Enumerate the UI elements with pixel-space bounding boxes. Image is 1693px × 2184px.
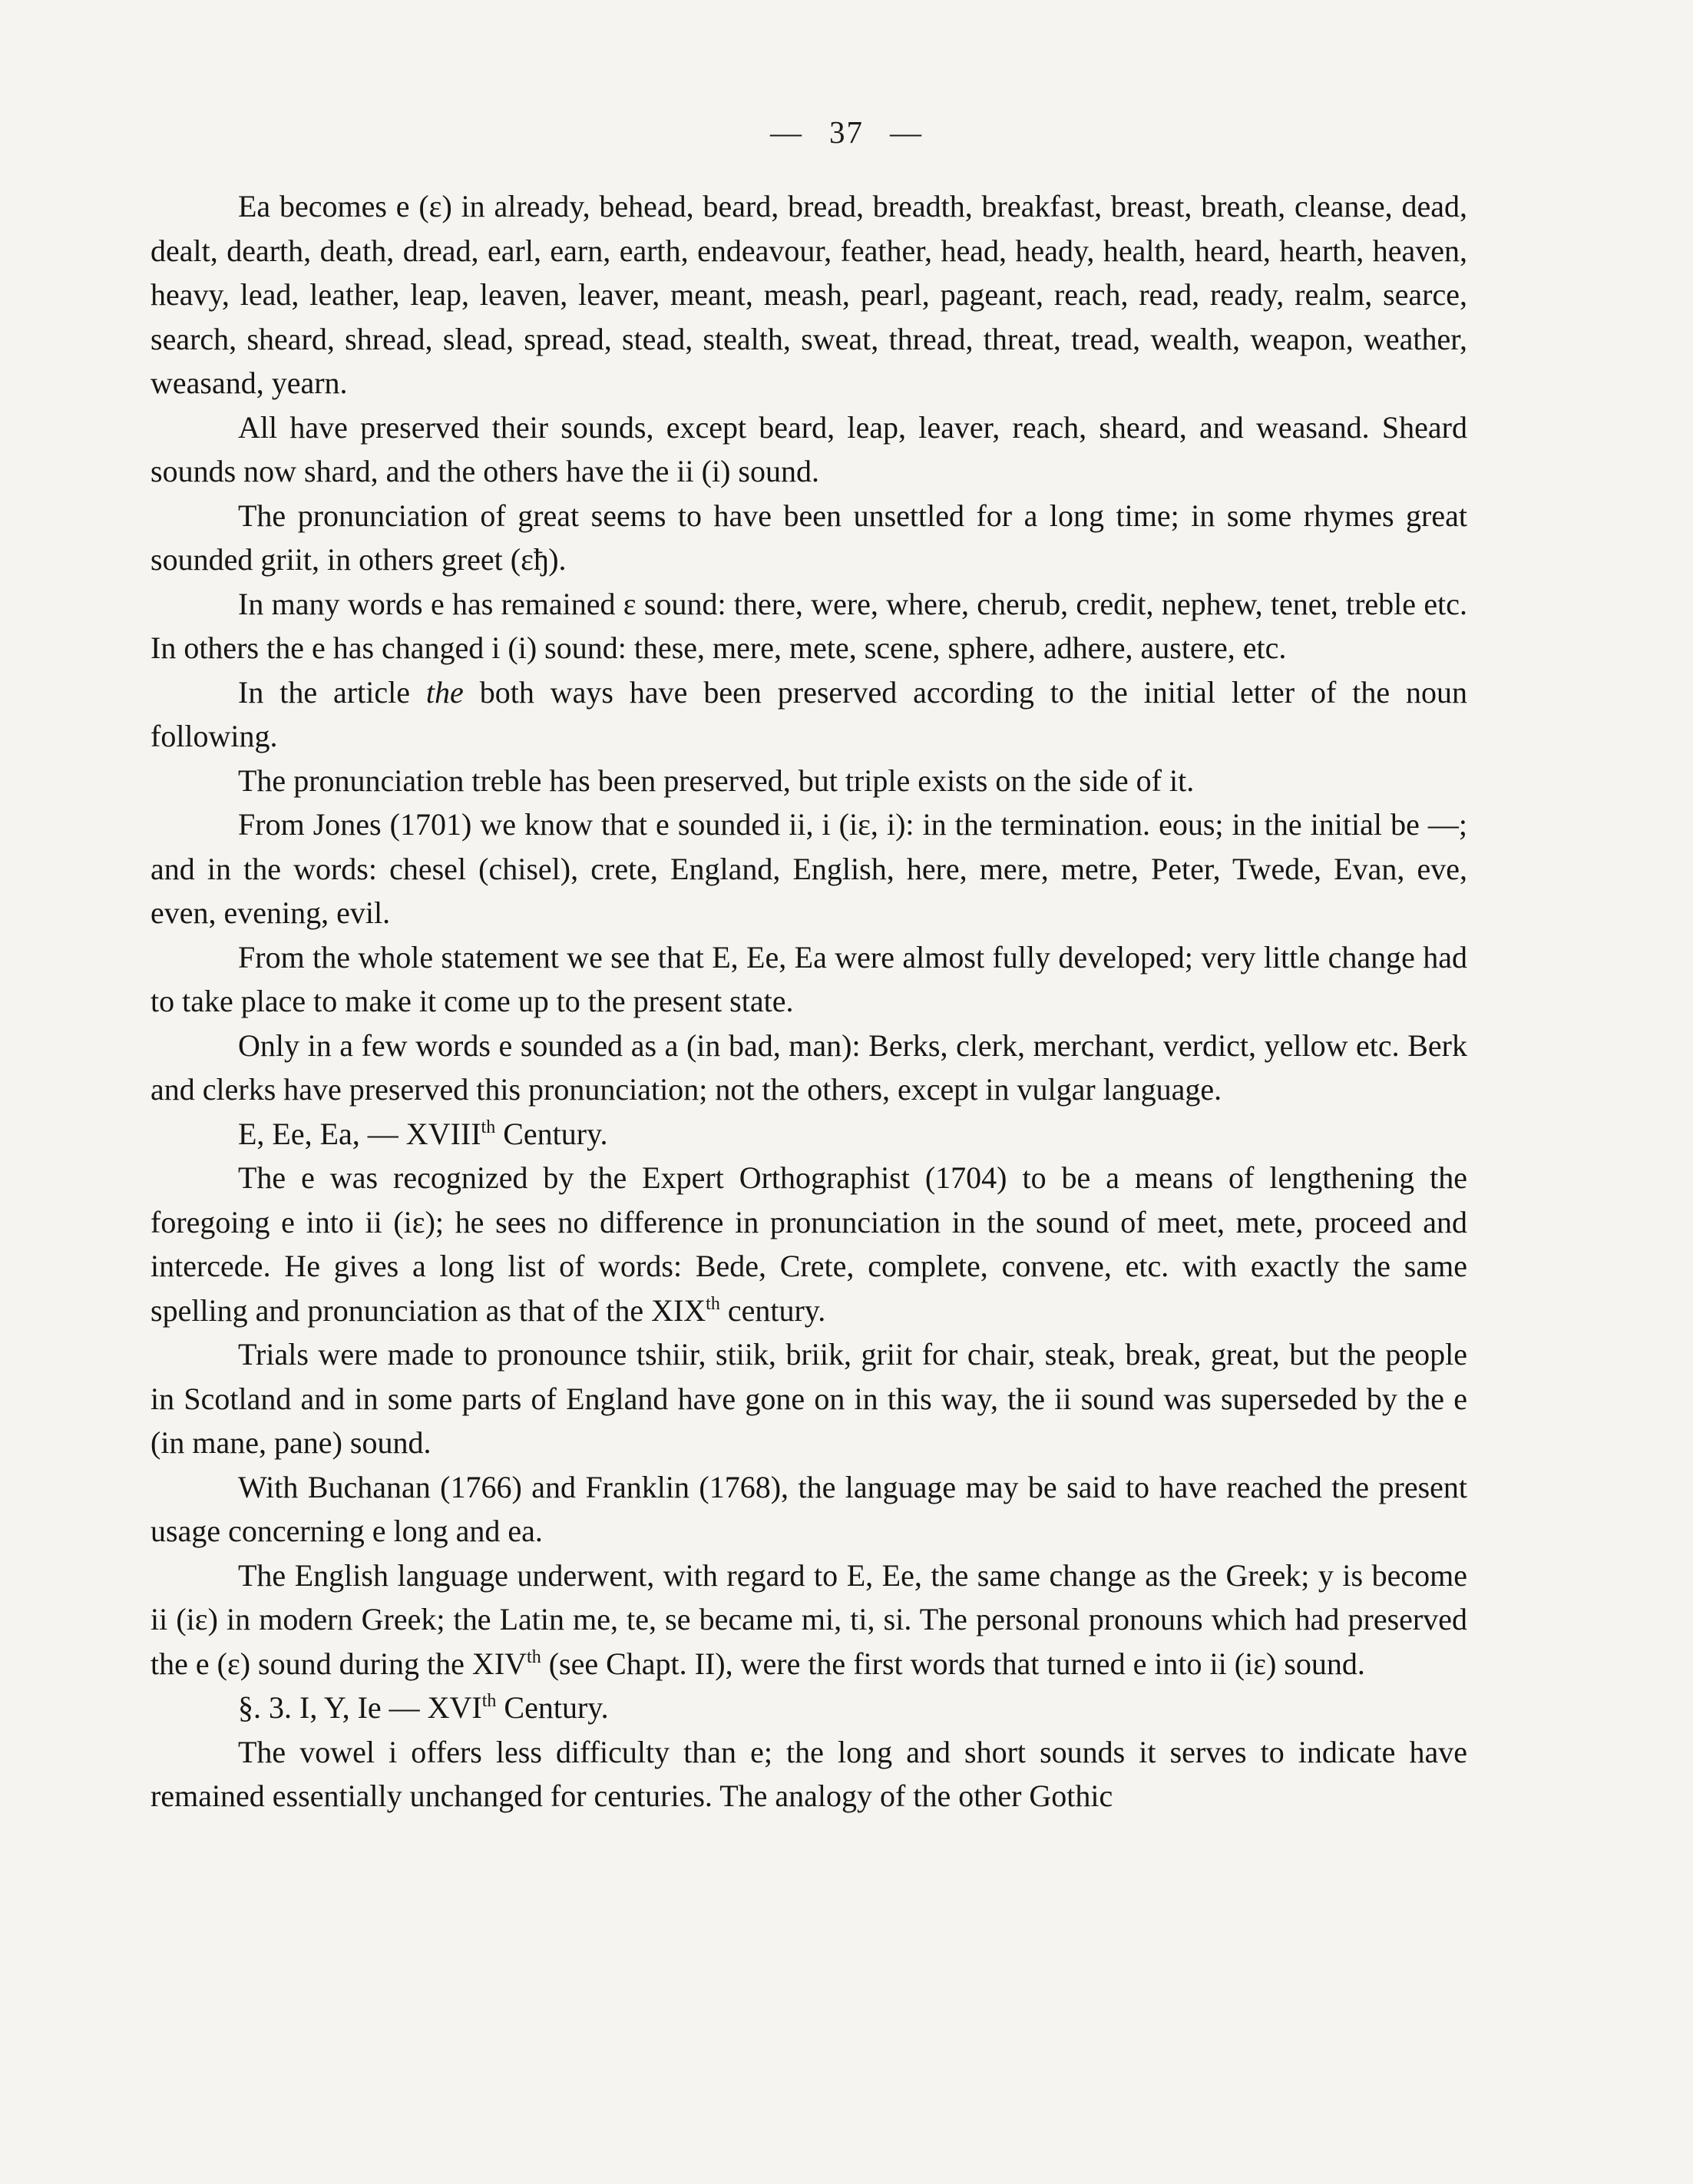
- paragraph: From the whole statement we see that E, Ee, Ea were almost fully developed; very little change had to take place to make it come up to the present state.: [150, 939, 1467, 1018]
- paragraph: From Jones (1701) we know that e sounded ii, i (iε, i): in the termination. eous; in the initial be —; and in the words: chesel (chisel), crete, England, English, here, mere, metre, Peter, Twede, Evan, eve, even, evening, evil.: [150, 807, 1467, 930]
- page-number: 37: [829, 114, 864, 150]
- superscript: th: [481, 1117, 496, 1137]
- header-dash-right: —: [890, 114, 923, 150]
- paragraph-text: In the article: [238, 674, 426, 710]
- heading-text: Century.: [496, 1690, 609, 1725]
- paragraph: In many words e has remained ε sound: there, were, where, cherub, credit, nephew, tenet, treble etc. In others the e has changed i (i) sound: these, mere, mete, scene, sphere, adhere, austere, etc.: [150, 586, 1467, 665]
- heading-text: §. 3. I, Y, Ie — XVI: [238, 1690, 482, 1725]
- paragraph-text: (see Chapt. II), were the first words that turned e into ii (iε) sound.: [541, 1646, 1365, 1681]
- paragraph: Trials were made to pronounce tshiir, stiik, briik, griit for chair, steak, break, great, but the people in Scotland and in some parts of England have gone on in this way, the ii sound was superseded by the e (in mane, pane) sound.: [150, 1337, 1467, 1460]
- superscript: th: [527, 1646, 541, 1667]
- paragraph-text: both ways have been preserved according to the initial letter of the noun following.: [150, 674, 1468, 753]
- italic-word: the: [425, 674, 464, 710]
- paragraph: The pronunciation treble has been preserved, but triple exists on the side of it.: [238, 763, 1195, 798]
- heading-text: Century.: [495, 1116, 608, 1151]
- superscript: th: [706, 1293, 720, 1314]
- paragraph-text: The English language underwent, with regard to E, Ee, the same change as the Greek; y is become ii (iε) in modern Greek; the Latin me, te, se became mi, ti, si. The personal pronouns which had preserved the e (ε) sound during the XIV: [150, 1557, 1467, 1681]
- paragraph-text: The e was recognized by the Expert Orthographist (1704) to be a means of lengthening the foregoing e into ii (iε); he sees no difference in pronunciation in the sound of meet, mete, proceed and intercede. He gives a long list of words: Bede, Crete, complete, convene, etc. with exactly the same spelling and pronunciation as that of the XIX: [150, 1160, 1467, 1328]
- paragraph: The vowel i offers less difficulty than e; the long and short sounds it serves to indicate have remained essentially unchanged for centuries. The analogy of the other Gothic: [150, 1734, 1467, 1813]
- paragraph: [150, 670, 1467, 759]
- section-heading: [150, 1112, 1467, 1157]
- paragraph: [150, 1554, 1467, 1686]
- heading-text: E, Ee, Ea, — XVIII: [238, 1116, 481, 1151]
- paragraph: The pronunciation of great seems to have been unsettled for a long time; in some rhymes great sounded griit, in others greet (εђ).: [150, 498, 1467, 577]
- paragraph: All have preserved their sounds, except beard, leap, leaver, reach, sheard, and weasand. Sheard sounds now shard, and the others have the ii (i) sound.: [150, 409, 1467, 488]
- paragraph: With Buchanan (1766) and Franklin (1768), the language may be said to have reached the present usage concerning e long and ea.: [150, 1469, 1467, 1548]
- body-text: [150, 184, 1467, 1818]
- paragraph: [150, 1156, 1467, 1332]
- page-number-header: [0, 114, 1693, 151]
- paragraph: Only in a few words e sounded as a (in bad, man): Berks, clerk, merchant, verdict, yellow etc. Berk and clerks have preserved this pronunciation; not the others, except in vulgar language.: [150, 1027, 1467, 1107]
- superscript: th: [481, 1691, 497, 1711]
- header-dash-left: —: [770, 114, 803, 150]
- section-heading: [150, 1686, 1467, 1730]
- paragraph: Ea becomes e (ε) in already, behead, beard, bread, breadth, breakfast, breast, breath, cleanse, dead, dealt, dearth, death, dread, earl, earn, earth, endeavour, feather, head, heady, health, heard, hearth, heaven, heavy, lead, leather, leap, leaven, leaver, meant, meash, pearl, pageant, reach, read, ready, realm, searce, search, sheard, shread, slead, spread, stead, stealth, sweat, thread, threat, tread, wealth, weapon, weather, weasand, yearn.: [150, 189, 1467, 400]
- paragraph-text: century.: [719, 1292, 826, 1328]
